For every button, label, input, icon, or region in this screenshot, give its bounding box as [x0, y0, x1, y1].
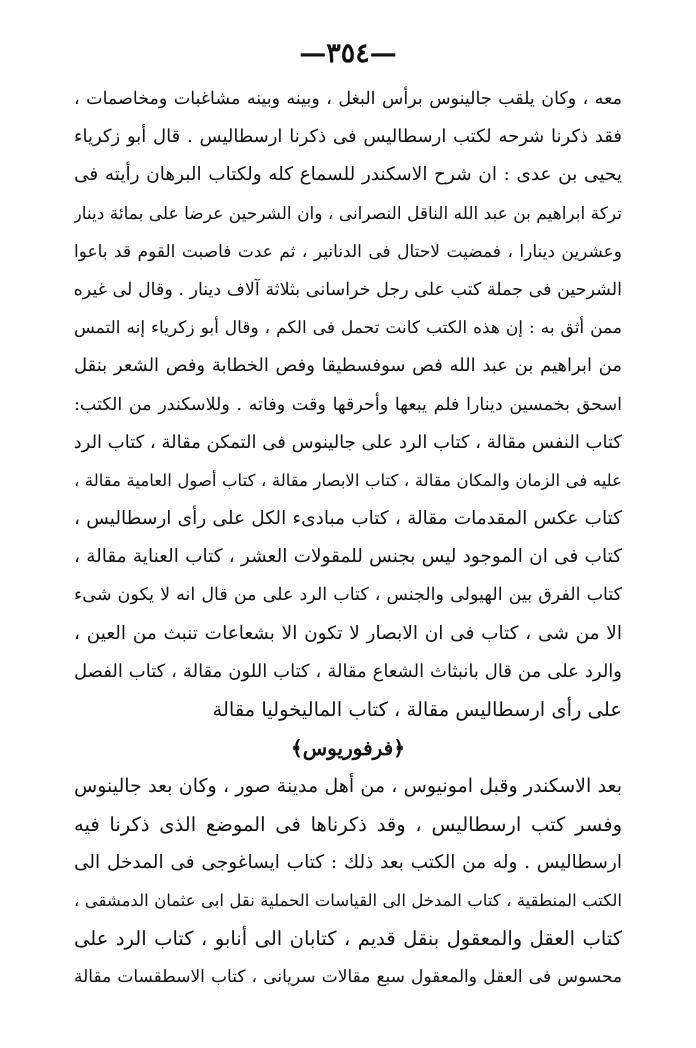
text-line: كتاب العقل والمعقول بنقل قديم ، كتابان الى أنابو ، كتاب الرد على [74, 927, 622, 951]
text-line: كتاب الفرق بين الهيولى والجنس ، كتاب الرد على من قال انه لا يكون شىء [74, 585, 622, 606]
text-line: من ابراهيم بن عبد الله فص سوفسطيقا وفص الخطابة وفص الشعر بنقل [74, 355, 622, 377]
text-line: على رأى ارسطاليس مقالة ، كتاب الماليخوليا مقالة [212, 698, 622, 721]
page-number: —٣٥٤— [299, 38, 397, 69]
text-line: الا من شى ، كتاب فى ان الابصار لا تكون الا بشعاعات تنبث من العين ، [74, 622, 622, 644]
text-line: عليه فى الزمان والمكان مقالة ، كتاب الابصار مقالة ، كتاب أصول العامية مقالة ، [74, 470, 622, 490]
body-text [74, 80, 622, 997]
text-line: اسحق بخمسين دينارا فلم يبعها وأحرقها وقت وفاته . وللاسكندر من الكتب: [74, 394, 622, 415]
text-line: فقد ذكرنا شرحه لكتب ارسطاليس فى ذكرنا ارسطاليس . قال أبو زكرياء [74, 126, 622, 148]
text-line: ممن أثق به : إن هذه الكتب كانت تحمل فى الكم ، وقال أبو زكرياء إنه التمس [74, 318, 622, 339]
text-line: يحيى بن عدى : ان شرح الاسكندر للسماع كله ولكتاب البرهان رأيته فى [74, 164, 622, 186]
text-line: كتاب النفس مقالة ، كتاب الرد على جالينوس فى التمكن مقالة ، كتاب الرد [74, 431, 622, 453]
text-line: كتاب عكس المقدمات مقالة ، كتاب مبادىء الكل على رأى ارسطاليس ، [74, 508, 622, 530]
text-line: وعشرين دينارا ، فمضيت لاحتال فى الدنانير ، ثم عدت فاصبت القوم قد باعوا [74, 241, 622, 262]
text-line: بعد الاسكندر وقبل امونيوس ، من أهل مدينة صور ، وكان بعد جالينوس [74, 775, 622, 798]
text-line: تركة ابراهيم بن عبد الله الناقل النصرانى ، وان الشرحين عرضا على بمائة دينار [74, 203, 622, 224]
text-line: ارسطاليس . وله من الكتب بعد ذلك : كتاب ايساغوجى فى المدخل الى [74, 851, 622, 873]
text-line: محسوس فى العقل والمعقول سبع مقالات سريانى ، كتاب الاسطقسات مقالة [74, 967, 622, 988]
text-line: معه ، وكان يلقب جالينوس برأس البغل ، وبينه وبينه مشاغبات ومخاصمات ، [74, 89, 622, 109]
text-line: والرد على من قال بانبثاث الشعاع مقالة ، كتاب اللون مقالة ، كتاب الفصل [74, 660, 622, 682]
section-heading: ﴿فرفوريوس﴾ [291, 736, 405, 761]
text-line: وفسر كتب ارسطاليس ، وقد ذكرناها فى الموضع الذى ذكرنا فيه [74, 812, 622, 836]
text-line: الكتب المنطقية ، كتاب المدخل الى القياسات الحملية نقل ابى عثمان الدمشقى ، [74, 890, 622, 910]
text-line: كتاب فى ان الموجود ليس بجنس للمقولات العشر ، كتاب العناية مقالة ، [74, 546, 622, 568]
text-line: الشرحين فى جملة كتب على رجل خراسانى بثلاثة آلاف دينار . وقال لى غيره [74, 279, 622, 300]
